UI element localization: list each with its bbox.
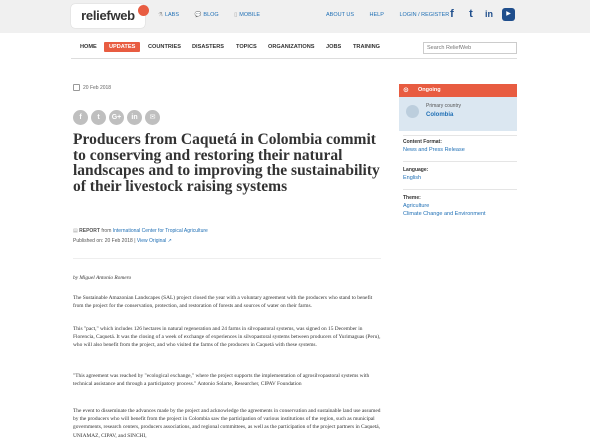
content-format-link[interactable]: News and Press Release — [403, 147, 465, 153]
report-icon: ▤ — [73, 228, 80, 234]
view-original-link[interactable]: View Original — [136, 238, 167, 244]
nav-countries[interactable]: COUNTRIES — [148, 44, 181, 50]
article-meta: ▤ REPORT from International Center for Tropical Agriculture Published on: 20 Feb 2018 | View Original ↗ — [73, 228, 208, 244]
theme-link-climate[interactable]: Climate Change and Environment — [403, 211, 486, 217]
theme-label: Theme: — [403, 195, 421, 201]
content-format-section — [403, 138, 517, 154]
language-link[interactable]: English — [403, 175, 422, 181]
external-link-icon: ↗ — [167, 238, 172, 244]
nav-disasters[interactable]: DISASTERS — [192, 44, 225, 50]
primary-country-box — [399, 97, 517, 131]
labs-link[interactable]: ⚗ LABS — [158, 12, 180, 18]
top-links-left — [158, 12, 274, 18]
blog-link[interactable]: 💬 BLOG — [194, 12, 219, 18]
googleplus-share-icon[interactable]: G+ — [109, 110, 124, 125]
primary-country-link[interactable]: Colombia — [426, 112, 454, 118]
theme-section — [403, 194, 517, 218]
language-section — [403, 166, 517, 182]
youtube-icon[interactable]: ▶ — [502, 8, 515, 21]
source-link[interactable]: International Center for Tropical Agriculture — [112, 228, 208, 234]
facebook-share-icon[interactable]: f — [73, 110, 88, 125]
paragraph-3: "This agreement was reached by "ecological exchange," where the project supports the implementation of agrosilvopastoral systems with technical assistance and through a participatory process." Antonio Solarte, Researcher, CIPAV Foundation — [73, 373, 370, 388]
status-icon: ⊙ — [403, 87, 409, 94]
nav-training[interactable]: TRAINING — [353, 44, 381, 50]
linkedin-icon[interactable]: in — [485, 9, 493, 19]
sidebar-divider — [403, 189, 517, 190]
chat-icon: 💬 — [194, 12, 202, 18]
paragraph-1: The Sustainable Amazonian Landscapes (SAL) project closed the year with a voluntary agreement with the producers who stand to benefit from the project for the conservation, protection, and restoration of forests and sources of water on their farms. — [73, 295, 373, 310]
mobile-link[interactable]: ▯ MOBILE — [234, 12, 261, 18]
paragraph-2: This "pact," which includes 126 hectares in natural regeneration and 24 farms in silvopastoral systems, was signed on 15 December in Florencia, Caquetá. It was the closing of a week of exchange of experiences in silvopastoral systems between producers of Yurimaguas (Peru), who will also benefit from the project, and who visited the farms of the producers in Caquetá with these systems. — [73, 326, 381, 349]
meta-divider — [73, 258, 381, 259]
article-title: Producers from Caquetá in Colombia commit to conserving and restoring their natural landscapes and to improving the sustainability of their livestock raising systems — [73, 131, 380, 195]
twitter-icon[interactable]: t — [469, 8, 473, 20]
primary-country-label: Primary country — [426, 103, 462, 109]
nav-organizations[interactable]: ORGANIZATIONS — [268, 44, 315, 50]
help-link[interactable]: HELP — [369, 12, 384, 18]
paragraph-4: The event to disseminate the advances made by the project and acknowledge the agreements in conservation and sustainable land use assumed by the producers who will benefit from the project in Colombia saw the participation of various institutions of the region, such as municipal governments, research centers, producers associations, and regional committees, as well as the participation of the project partners in Caquetá, UNIAMAZ, CIPAV, and SINCHI, — [73, 408, 381, 439]
status-badge — [399, 84, 517, 97]
status-label: Ongoing — [418, 87, 441, 93]
login-register-link[interactable]: LOGIN / REGISTER — [399, 12, 450, 18]
share-buttons — [73, 106, 163, 125]
nav-jobs[interactable]: JOBS — [326, 44, 342, 50]
published-label: Published on: — [73, 238, 104, 244]
published-date: 20 Feb 2018 — [104, 238, 133, 244]
logo-text: reliefweb — [81, 8, 135, 23]
linkedin-share-icon[interactable]: in — [127, 110, 142, 125]
flask-icon: ⚗ — [158, 12, 163, 18]
phone-icon: ▯ — [234, 12, 238, 18]
article-date: 20 Feb 2018 — [83, 85, 112, 91]
logo-dot — [138, 5, 149, 16]
sidebar-divider — [403, 135, 517, 136]
reliefweb-logo[interactable] — [71, 4, 145, 28]
search-input[interactable]: Search ReliefWeb — [423, 42, 517, 54]
nav-home[interactable]: HOME — [80, 44, 97, 50]
nav-updates[interactable]: UPDATES — [104, 42, 140, 52]
top-bar — [0, 0, 590, 33]
language-label: Language: — [403, 167, 429, 173]
theme-link-agriculture[interactable]: Agriculture — [403, 203, 430, 209]
nav-divider — [71, 58, 517, 59]
about-us-link[interactable]: ABOUT US — [326, 12, 355, 18]
facebook-icon[interactable]: f — [450, 8, 454, 20]
report-type: REPORT — [79, 228, 100, 234]
email-share-icon[interactable]: ✉ — [145, 110, 160, 125]
from-label: from — [101, 228, 112, 234]
nav-topics[interactable]: TOPICS — [236, 44, 257, 50]
calendar-icon — [73, 84, 80, 91]
byline: by Miguel Antonio Romero — [73, 275, 132, 281]
top-links-right — [326, 12, 463, 18]
twitter-share-icon[interactable]: t — [91, 110, 106, 125]
sidebar-divider — [403, 161, 517, 162]
content-format-label: Content Format: — [403, 139, 442, 145]
map-pin-icon — [406, 105, 419, 118]
